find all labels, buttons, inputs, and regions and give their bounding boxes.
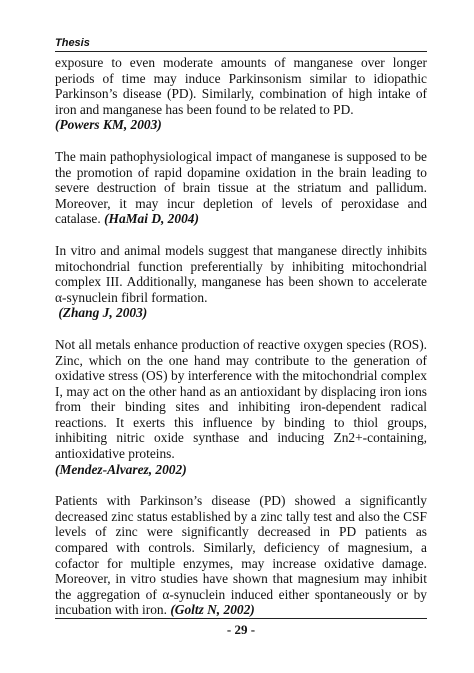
paragraph-2-citation: (HaMai D, 2004)	[104, 211, 199, 227]
paragraph-2	[55, 149, 427, 227]
paragraph-3-text: In vitro and animal models suggest that manganese directly inhibits mitochondrial function preferentially by inhibiting mitochondrial complex III. Additionally, manganese has been shown to accelerate α-synuclein fibril formation.	[55, 242, 427, 305]
page-number: - 29 -	[226, 622, 256, 637]
footer-rule	[55, 618, 427, 619]
paragraph-5-text: Patients with Parkinson’s disease (PD) showed a significantly decreased zinc status established by a zinc tally test and also the CSF levels of zinc were significantly decreased in PD patients as compared with controls. Similarly, deficiency of magnesium, a cofactor for multiple enzymes, may increase oxidative damage. Moreover, in vitro studies have shown that magnesium may inhibit the aggregation of α-synuclein induced either spontaneously or by incubation with iron.	[55, 493, 427, 618]
body-text	[55, 55, 427, 618]
paragraph-gap	[55, 477, 427, 493]
paragraph-gap	[55, 321, 427, 337]
header-rule	[55, 51, 427, 52]
paragraph-5	[55, 493, 427, 618]
header-title: Thesis	[55, 37, 90, 49]
paragraph-3	[55, 243, 427, 305]
paragraph-4-text: Not all metals enhance production of reactive oxygen species (ROS). Zinc, which on the one hand may contribute to the generation of oxidative stress (OS) by interference with the mitochondrial complex I, may act on the other hand as an antioxidant by displacing iron ions from their binding sites and inhibiting iron-dependent radical reactions. It exerts this influence by binding to thiol groups, inhibiting nitric oxide synthase and inducing Zn2+-containing, antioxidative proteins.	[55, 336, 427, 462]
paragraph-1-text: exposure to even moderate amounts of manganese over longer periods of time may induce Parkinsonism similar to idiopathic Parkinson’s disease (PD). Similarly, combination of high intake of iron and manganese has been found to be related to PD.	[55, 55, 427, 117]
paragraph-gap	[55, 133, 427, 149]
running-header	[55, 37, 427, 52]
paragraph-gap	[55, 227, 427, 243]
paragraph-1-citation: (Powers KM, 2003)	[55, 117, 162, 133]
paragraph-4-citation: (Mendez-Alvarez, 2002)	[55, 461, 187, 477]
paragraph-2-text: The main pathophysiological impact of manganese is supposed to be the promotion of rapid dopamine oxidation in the brain leading to severe destruction of brain tissue at the striatum and pallidum. Moreover, it may incur depletion of levels of peroxidase and catalase.	[55, 148, 427, 227]
paragraph-3-citation: (Zhang J, 2003)	[55, 305, 148, 321]
page-footer	[55, 618, 427, 638]
paragraph-5-citation: (Goltz N, 2002)	[170, 602, 255, 618]
paragraph-4	[55, 337, 427, 462]
paragraph-1	[55, 55, 427, 117]
